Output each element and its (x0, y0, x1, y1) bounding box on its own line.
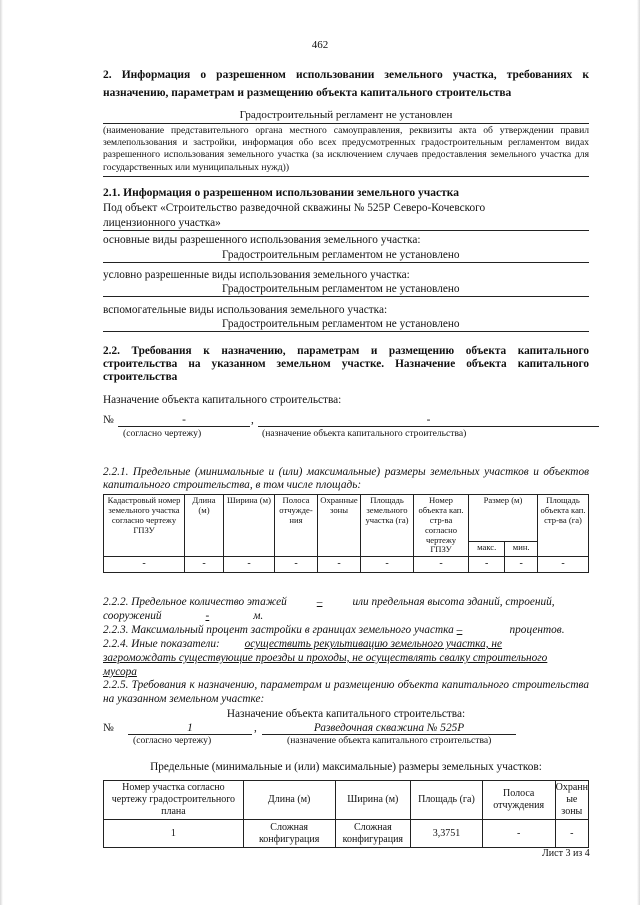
col-strip: Полоса отчужде-ния (275, 495, 318, 557)
col-width: Ширина (м) (335, 781, 411, 820)
number-sign: № (103, 414, 114, 426)
table-cell: Сложная конфигурация (335, 820, 411, 848)
rule (103, 296, 589, 297)
col-plot-number: Номер участка согласно чертежу градостроительного плана (104, 781, 244, 820)
object-name: Разведочная скважина № 525Р (313, 722, 465, 734)
drawing-number: - (182, 414, 186, 426)
coverage-label: 2.2.3. Максимальный процент застройки в границах земельного участка (103, 624, 454, 636)
table-cell: - (505, 557, 538, 573)
other-indicators-value-1: осуществить рекультивацию земельного участка, не (244, 638, 503, 650)
object-line-1: Под объект «Строительство разведочной скважины № 525Р Северо-Кочевского (103, 202, 486, 214)
table-cell: - (361, 557, 414, 573)
conditional-uses-value: Градостроительным регламентом не установлено (222, 283, 460, 295)
dimensions-table (103, 494, 589, 573)
rule (103, 230, 589, 231)
col-area: Площадь земельного участка (га) (361, 495, 414, 557)
other-indicators-value-2: загромождать существующие проезды и проходы, не осуществлять свалку строительного (103, 652, 548, 664)
regulation-caption: (наименование представительного органа местного самоуправления, реквизиты акта об утверждении правил землепользования и застройки, информация обо всех предусмотренных градостроительным регламентом видах разрешенного использования земельного участка (за исключением случаев предоставления земельного участка для государственных или муниципальных нужд)) (103, 125, 589, 173)
caption-purpose-2: (назначение объекта капитального строительства) (287, 735, 492, 746)
rule (103, 176, 589, 177)
height-value: - (205, 610, 210, 622)
col-cadastral: Кадастровый номер земельного участка согласно чертежу ГПЗУ (104, 495, 185, 557)
comma-2: , (254, 722, 257, 734)
rule (103, 123, 589, 124)
table-row (104, 557, 589, 573)
caption-drawing-2: (согласно чертежу) (133, 735, 212, 746)
table-cell: 3,3751 (411, 820, 483, 848)
floors-value: – (316, 596, 323, 608)
col-strip: Полоса отчуждения (482, 781, 555, 820)
col-area: Площадь (га) (411, 781, 483, 820)
plot-sizes-table (103, 780, 589, 848)
table-cell: - (414, 557, 469, 573)
caption-purpose: (назначение объекта капитального строительства) (262, 428, 467, 439)
col-objnum: Номер объекта кап. стр-ва согласно чертежу ГПЗУ (414, 495, 469, 557)
section-222-line1 (103, 595, 555, 609)
height-label: или предельная высота зданий, строений, (352, 596, 555, 608)
number-sign-2: № (103, 722, 114, 734)
table-cell: - (555, 820, 588, 848)
table-cell: - (538, 557, 589, 573)
table-cell: - (185, 557, 224, 573)
section-223 (103, 623, 565, 637)
table-cell: - (104, 557, 185, 573)
col-size: Размер (м) (469, 495, 538, 542)
rule (103, 262, 589, 263)
table-cell: - (224, 557, 275, 573)
caption-drawing: (согласно чертежу) (123, 428, 202, 439)
scan-edge-left (0, 0, 3, 905)
drawing-number-2: 1 (187, 722, 193, 734)
col-length: Длина (м) (243, 781, 335, 820)
meters-label: м. (253, 610, 264, 622)
rule (258, 426, 599, 427)
sizes-title: Предельные (минимальные и (или) максимальные) размеры земельных участков: (150, 761, 542, 773)
auxiliary-uses-label: вспомогательные виды использования земельного участка: (103, 304, 388, 316)
other-indicators-label: 2.2.4. Иные показатели: (103, 638, 220, 650)
main-uses-value: Градостроительным регламентом не установлено (222, 249, 460, 261)
table-cell: - (275, 557, 318, 573)
purpose-label: Назначение объекта капитального строительства: (103, 394, 342, 406)
section-2-heading: 2. Информация о разрешенном использовании земельного участка, требованиях к назначению, параметрам и размещению объекта капитального строительства (103, 69, 589, 99)
col-protect: Охранные зоны (318, 495, 361, 557)
section-222-line2 (103, 609, 263, 623)
col-min: мин. (505, 542, 538, 557)
table-cell: - (318, 557, 361, 573)
col-width: Ширина (м) (224, 495, 275, 557)
section-22-heading: 2.2. Требования к назначению, параметрам и размещению объекта капитального строительства на указанном земельном участке. Назначение объекта капитального строительства (103, 345, 589, 383)
section-225-text: 2.2.5. Требования к назначению, параметрам и размещению объекта капитального строительства на указанном земельном участке: (103, 679, 589, 705)
other-indicators-value-3: мусора (103, 666, 137, 678)
table-row (104, 820, 589, 848)
col-objarea: Площадь объекта кап. стр-ва (га) (538, 495, 589, 557)
coverage-value: – (456, 624, 463, 636)
sheet-counter: Лист 3 из 4 (542, 848, 590, 859)
section-21-heading: 2.1. Информация о разрешенном использовании земельного участка (103, 187, 459, 199)
structures-label: сооружений (103, 610, 162, 622)
percent-label: процентов. (509, 624, 565, 636)
object-purpose: - (426, 414, 431, 426)
table-cell: - (482, 820, 555, 848)
table-cell: 1 (104, 820, 244, 848)
rule (118, 426, 250, 427)
table-cell: Сложная конфигурация (243, 820, 335, 848)
conditional-uses-label: условно разрешенные виды использования земельного участка: (103, 269, 410, 281)
col-max: макс. (469, 542, 505, 557)
regulation-value: Градостроительный регламент не установлен (239, 109, 453, 121)
object-line-2: лицензионного участка» (103, 217, 221, 229)
table-cell: - (469, 557, 505, 573)
auxiliary-uses-value: Градостроительным регламентом не установлено (222, 318, 460, 330)
comma: , (251, 414, 254, 426)
page-number: 462 (311, 39, 329, 51)
col-protect: Охранн ые зоны (555, 781, 588, 820)
rule (103, 331, 589, 332)
section-221-text: 2.2.1. Предельные (минимальные и (или) максимальные) размеры земельных участков и объектов капитального строительства, в том числе площадь: (103, 466, 589, 491)
section-224-line1 (103, 637, 502, 651)
main-uses-label: основные виды разрешенного использования земельного участка: (103, 234, 421, 246)
col-length: Длина (м) (185, 495, 224, 557)
floors-label: 2.2.2. Предельное количество этажей (103, 596, 287, 608)
purpose-label-2: Назначение объекта капитального строительства: (226, 708, 466, 720)
